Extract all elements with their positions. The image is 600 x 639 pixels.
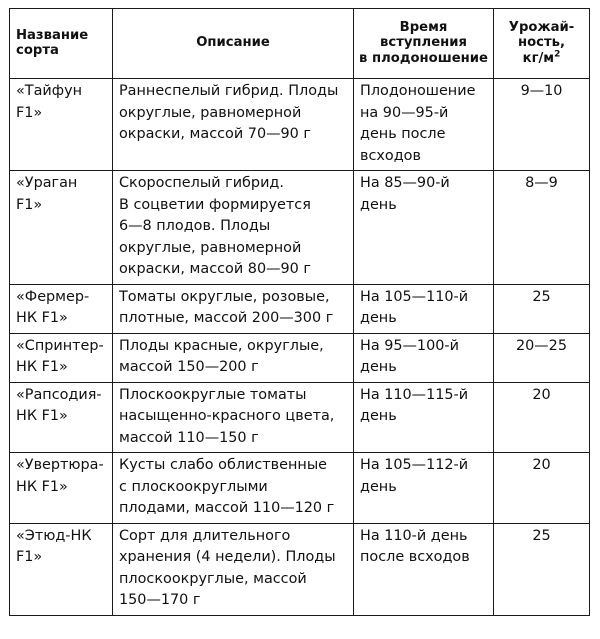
fruiting-time-cell: На 95—100-й день [354,333,494,382]
variety-cell: «Фермер- НК F1» [10,284,113,333]
yield-cell: 25 [494,284,590,333]
yield-cell: 20—25 [494,333,590,382]
description-cell: Сорт для длительного хранения (4 недели). Плоды плоскоокруглые, массой 150—170 г [113,523,354,615]
header-variety: Название сорта [10,9,113,79]
table-row [10,79,590,171]
yield-cell: 8—9 [494,171,590,285]
variety-cell: «Ураган F1» [10,171,113,285]
description-cell: Плоскоокруглые томаты насыщенно-красного цвета, массой 110—150 г [113,382,354,453]
header-yield: Урожай- ность, $кг/м^2$ [494,9,590,79]
variety-cell: «Рапсодия- НК F1» [10,382,113,453]
fruiting-time-cell: На 110-й день после всходов [354,523,494,615]
table-row [10,523,590,615]
yield-cell: 20 [494,453,590,524]
yield-cell: 9—10 [494,79,590,171]
fruiting-time-cell: На 85—90-й день [354,171,494,285]
fruiting-time-cell: Плодоношение на 90—95-й день после всходов [354,79,494,171]
fruiting-time-cell: На 105—110-й день [354,284,494,333]
variety-cell: «Спринтер- НК F1» [10,333,113,382]
description-cell: Раннеспелый гибрид. Плоды округлые, равномерной окраски, массой 70—90 г [113,79,354,171]
header-description: Описание [113,9,354,79]
table-row [10,453,590,524]
description-cell: Плоды красные, округлые, массой 150—200 г [113,333,354,382]
yield-cell: 20 [494,382,590,453]
variety-cell: «Увертюра- НК F1» [10,453,113,524]
table-row [10,284,590,333]
variety-cell: «Этюд-НК F1» [10,523,113,615]
header-fruiting-time: Время вступления в плодоношение [354,9,494,79]
description-cell: Томаты округлые, розовые, плотные, массой 200—300 г [113,284,354,333]
header-row [10,9,590,79]
fruiting-time-cell: На 105—112-й день [354,453,494,524]
table-body [10,79,590,616]
table-row [10,333,590,382]
tomato-varieties-table [9,8,590,616]
fruiting-time-cell: На 110—115-й день [354,382,494,453]
yield-cell: 25 [494,523,590,615]
variety-cell: «Тайфун F1» [10,79,113,171]
table-row [10,171,590,285]
yield-unit-superscript: 2 [554,49,561,60]
table-row [10,382,590,453]
description-cell: Скороспелый гибрид. В соцветии формируется 6—8 плодов. Плоды округлые, равномерной окраски, массой 80—90 г [113,171,354,285]
description-cell: Кусты слабо облиственные с плоскоокруглыми плодами, массой 110—120 г [113,453,354,524]
table-header [10,9,590,79]
